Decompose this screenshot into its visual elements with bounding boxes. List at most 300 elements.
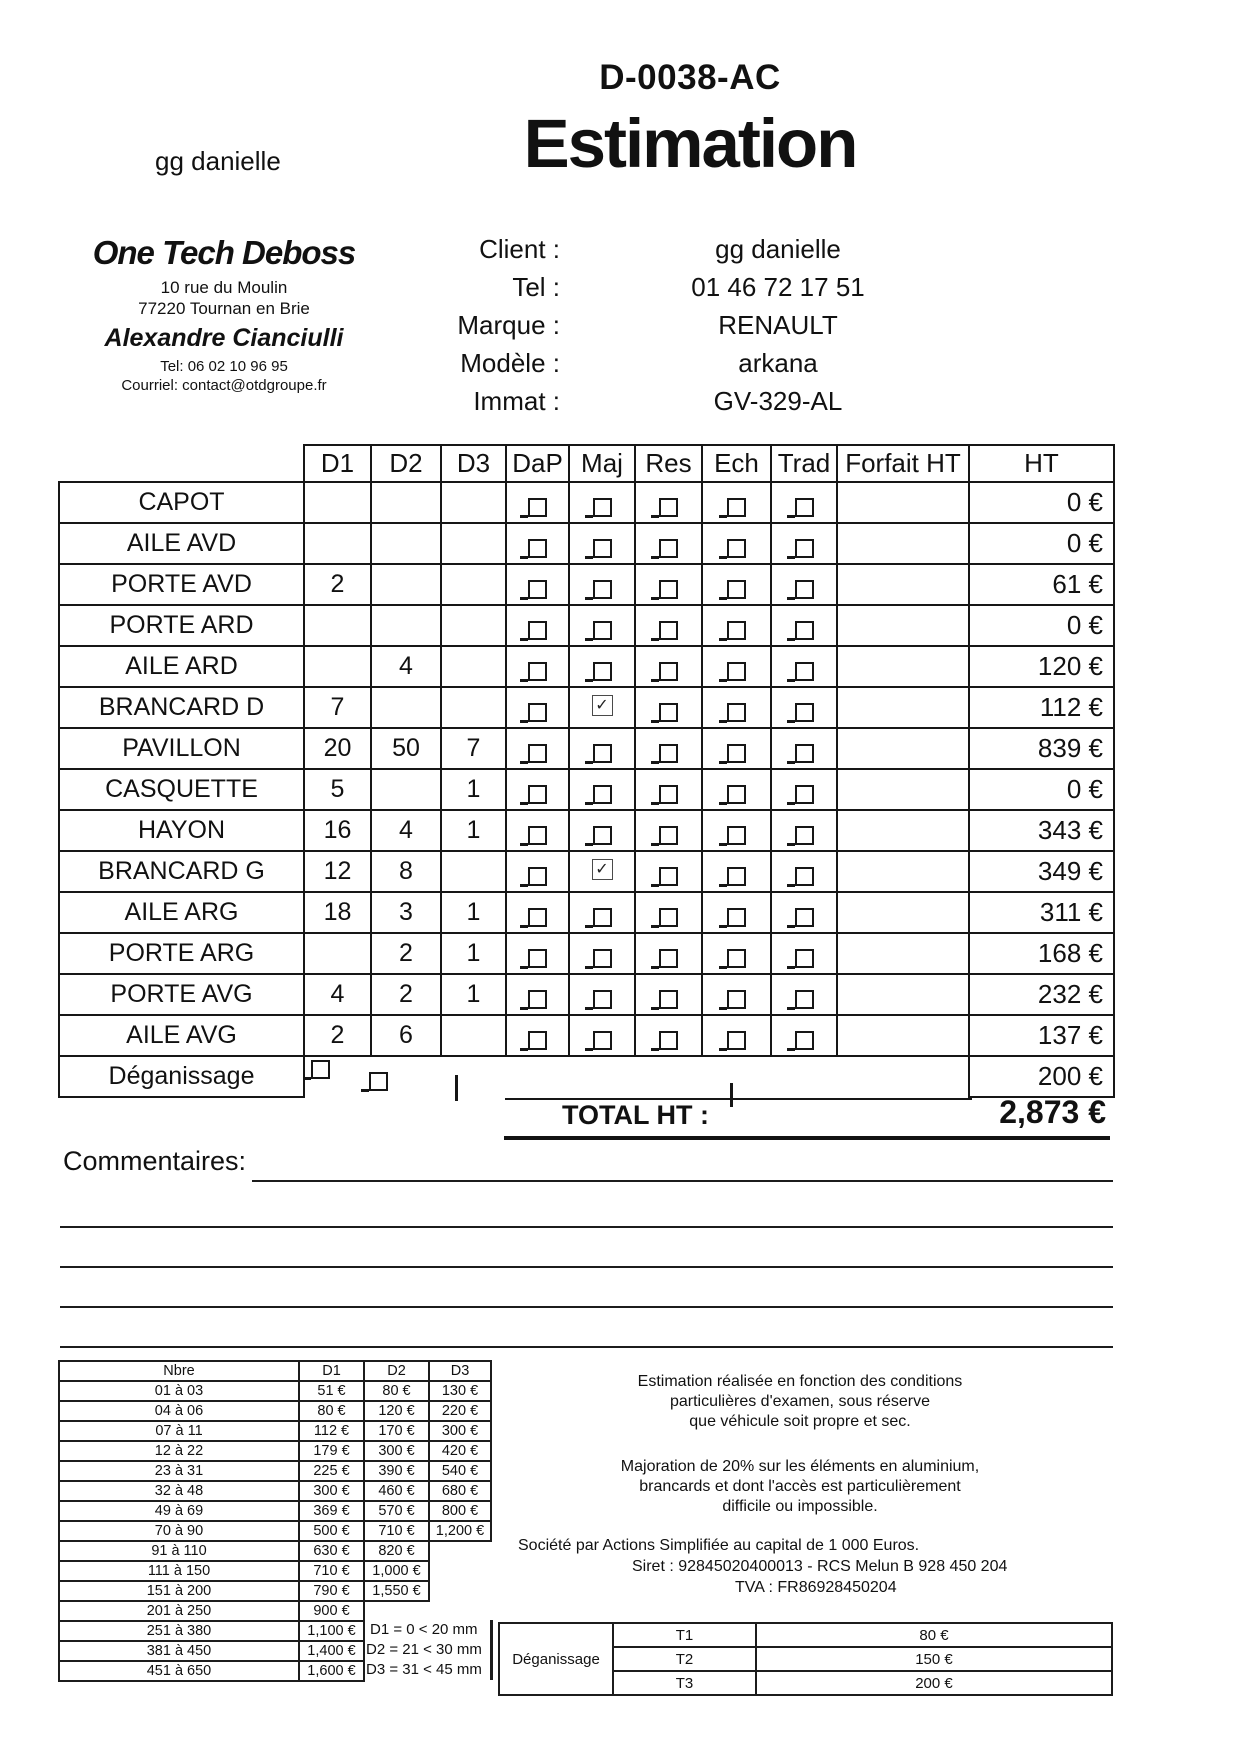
empty-cell — [429, 1561, 491, 1581]
dap-checkbox — [528, 703, 547, 722]
price-cell: 1,600 € — [299, 1661, 364, 1681]
trad-checkbox — [795, 990, 814, 1009]
maj-checkbox-cell — [569, 605, 635, 646]
d2-cell: 6 — [371, 1015, 441, 1056]
ech-checkbox — [727, 539, 746, 558]
comment-line — [60, 1226, 1113, 1228]
maj-checkbox-cell — [569, 974, 635, 1015]
forfait-ht-cell — [837, 933, 969, 974]
ht-cell: 343 € — [969, 810, 1114, 851]
note-conditions — [555, 1372, 1045, 1432]
d3-cell: 1 — [441, 810, 506, 851]
tel-value: 01 46 72 17 51 — [691, 272, 865, 302]
tel-label: Tel : — [512, 272, 560, 302]
dap-checkbox-cell — [506, 892, 569, 933]
price-grid-row — [59, 1441, 491, 1461]
col-header-ht: HT — [969, 445, 1114, 482]
d2-cell — [371, 769, 441, 810]
price-grid-row — [59, 1581, 491, 1601]
part-name-cell: PORTE ARD — [59, 605, 304, 646]
trad-checkbox-cell — [771, 687, 837, 728]
nbre-range-cell: 23 à 31 — [59, 1461, 299, 1481]
deganissage-row-label: Déganissage — [59, 1056, 304, 1097]
legal-tva: TVA : FR86928450204 — [735, 1579, 897, 1596]
forfait-ht-cell — [837, 810, 969, 851]
estimate-table-wrap — [58, 444, 1115, 1098]
empty-cell — [429, 1601, 491, 1621]
ech-checkbox-cell — [702, 687, 771, 728]
document-number: D-0038-AC — [599, 58, 781, 97]
estimate-row — [59, 810, 1114, 851]
ht-cell: 137 € — [969, 1015, 1114, 1056]
deganissage-row — [59, 1056, 1114, 1097]
d1-cell — [304, 646, 371, 687]
maj-checkbox-cell — [569, 564, 635, 605]
d2-cell — [371, 482, 441, 523]
col-header-res: Res — [635, 445, 702, 482]
d1-cell: 20 — [304, 728, 371, 769]
maj-checkbox — [593, 580, 612, 599]
estimate-row — [59, 564, 1114, 605]
price-cell: 369 € — [299, 1501, 364, 1521]
dap-checkbox-cell — [506, 1015, 569, 1056]
res-checkbox-cell — [635, 1015, 702, 1056]
total-underline — [504, 1136, 1110, 1140]
price-cell: 112 € — [299, 1421, 364, 1441]
trad-checkbox — [795, 826, 814, 845]
ech-checkbox-cell — [702, 974, 771, 1015]
nbre-range-cell: 01 à 03 — [59, 1381, 299, 1401]
nbre-range-cell: 111 à 150 — [59, 1561, 299, 1581]
empty-cell — [429, 1581, 491, 1601]
price-cell: 1,550 € — [364, 1581, 429, 1601]
d1-cell: 18 — [304, 892, 371, 933]
trad-checkbox — [795, 498, 814, 517]
note-majoration — [555, 1457, 1045, 1517]
ech-checkbox-cell — [702, 892, 771, 933]
dap-checkbox-cell — [506, 728, 569, 769]
price-cell: 800 € — [429, 1501, 491, 1521]
customer-name-top: gg danielle — [155, 146, 281, 176]
price-cell: 710 € — [364, 1521, 429, 1541]
price-grid-row — [59, 1481, 491, 1501]
res-checkbox — [659, 908, 678, 927]
price-cell: 630 € — [299, 1541, 364, 1561]
empty-cell — [429, 1541, 491, 1561]
res-checkbox-cell — [635, 564, 702, 605]
trad-checkbox-cell — [771, 810, 837, 851]
maj-checkbox — [593, 539, 612, 558]
price-cell: 1,100 € — [299, 1621, 364, 1641]
legend-d3: D3 = 31 < 45 mm — [366, 1661, 482, 1678]
dap-checkbox — [528, 498, 547, 517]
d3-cell: 1 — [441, 933, 506, 974]
d1-cell — [304, 605, 371, 646]
d2-cell: 4 — [371, 810, 441, 851]
tick-mark — [455, 1075, 458, 1101]
col-header-trad: Trad — [771, 445, 837, 482]
maj-checkbox-cell — [569, 523, 635, 564]
deganissage-pricing-table — [498, 1622, 1113, 1696]
maj-checkbox — [593, 621, 612, 640]
maj-checkbox-cell — [569, 933, 635, 974]
marque-label: Marque : — [457, 310, 560, 340]
ht-cell: 311 € — [969, 892, 1114, 933]
part-name-cell: AILE ARD — [59, 646, 304, 687]
client-info-values — [602, 230, 954, 420]
res-checkbox-cell — [635, 769, 702, 810]
trad-checkbox — [795, 744, 814, 763]
maj-checkbox — [593, 908, 612, 927]
trad-checkbox — [795, 1031, 814, 1050]
estimate-row — [59, 892, 1114, 933]
nbre-range-cell: 07 à 11 — [59, 1421, 299, 1441]
price-grid-row — [59, 1461, 491, 1481]
trad-checkbox-cell — [771, 933, 837, 974]
price-cell: 120 € — [364, 1401, 429, 1421]
dap-checkbox — [528, 580, 547, 599]
forfait-ht-cell — [837, 523, 969, 564]
price-cell: 170 € — [364, 1421, 429, 1441]
price-cell: 1,400 € — [299, 1641, 364, 1661]
maj-checkbox — [593, 949, 612, 968]
ech-checkbox-cell — [702, 605, 771, 646]
note-majoration-line3: difficile ou impossible. — [722, 1498, 878, 1515]
part-name-cell: PORTE ARG — [59, 933, 304, 974]
part-name-cell: AILE ARG — [59, 892, 304, 933]
legend-d1: D1 = 0 < 20 mm — [370, 1621, 478, 1638]
maj-checkbox-cell — [569, 687, 635, 728]
ech-checkbox — [727, 826, 746, 845]
price-grid-row — [59, 1501, 491, 1521]
dap-checkbox — [528, 785, 547, 804]
dap-checkbox — [528, 990, 547, 1009]
ech-checkbox — [727, 867, 746, 886]
nbre-range-cell: 201 à 250 — [59, 1601, 299, 1621]
col-header-forfait-ht: Forfait HT — [837, 445, 969, 482]
company-email: Courriel: contact@otdgroupe.fr — [121, 377, 327, 394]
d1-cell: 2 — [304, 564, 371, 605]
forfait-ht-cell — [837, 605, 969, 646]
price-cell: 225 € — [299, 1461, 364, 1481]
res-checkbox-cell — [635, 523, 702, 564]
res-checkbox-cell — [635, 728, 702, 769]
ech-checkbox-cell — [702, 810, 771, 851]
price-cell: 130 € — [429, 1381, 491, 1401]
ech-checkbox — [727, 744, 746, 763]
estimate-row — [59, 974, 1114, 1015]
trad-checkbox — [795, 539, 814, 558]
ech-checkbox-cell — [702, 933, 771, 974]
part-name-cell: HAYON — [59, 810, 304, 851]
company-tel: Tel: 06 02 10 96 95 — [160, 358, 288, 375]
modele-label: Modèle : — [460, 348, 560, 378]
estimate-row — [59, 933, 1114, 974]
price-cell: 51 € — [299, 1381, 364, 1401]
part-name-cell: PORTE AVD — [59, 564, 304, 605]
note-conditions-line3: que véhicule soit propre et sec. — [689, 1413, 911, 1430]
dap-checkbox — [528, 949, 547, 968]
res-checkbox — [659, 539, 678, 558]
dap-checkbox-cell — [506, 646, 569, 687]
d3-cell — [441, 605, 506, 646]
note-conditions-line2: particulières d'examen, sous réserve — [669, 1393, 931, 1410]
estimate-header-row — [59, 445, 1114, 482]
res-checkbox-cell — [635, 851, 702, 892]
ech-checkbox — [727, 949, 746, 968]
grid-header-d1: D1 — [299, 1361, 364, 1381]
d3-cell: 7 — [441, 728, 506, 769]
price-grid-row — [59, 1521, 491, 1541]
commentaires-label: Commentaires: — [63, 1146, 247, 1176]
res-checkbox-cell — [635, 687, 702, 728]
price-grid-row — [59, 1401, 491, 1421]
estimate-row — [59, 769, 1114, 810]
trad-checkbox-cell — [771, 1015, 837, 1056]
tick-mark — [730, 1083, 733, 1107]
grid-header-d2: D2 — [364, 1361, 429, 1381]
immat-value: GV-329-AL — [713, 386, 843, 416]
res-checkbox — [659, 785, 678, 804]
d3-cell — [441, 851, 506, 892]
res-checkbox-cell — [635, 892, 702, 933]
price-cell: 790 € — [299, 1581, 364, 1601]
res-checkbox-cell — [635, 482, 702, 523]
forfait-ht-cell — [837, 769, 969, 810]
res-checkbox — [659, 703, 678, 722]
part-name-cell: AILE AVD — [59, 523, 304, 564]
deganissage-pricing-row — [499, 1623, 1112, 1647]
nbre-range-cell: 04 à 06 — [59, 1401, 299, 1421]
trad-checkbox — [795, 908, 814, 927]
ht-cell: 839 € — [969, 728, 1114, 769]
tier-cell: T1 — [613, 1623, 756, 1647]
comment-line — [60, 1266, 1113, 1268]
res-checkbox-cell — [635, 605, 702, 646]
deganissage-pricing-label: Déganissage — [499, 1623, 613, 1695]
maj-checkbox — [593, 744, 612, 763]
d2-cell — [371, 564, 441, 605]
d3-cell — [441, 1015, 506, 1056]
deganissage-ht-cell: 200 € — [969, 1056, 1114, 1097]
part-name-cell: CASQUETTE — [59, 769, 304, 810]
dap-checkbox — [528, 539, 547, 558]
maj-checkbox — [593, 662, 612, 681]
forfait-ht-cell — [837, 974, 969, 1015]
price-cell: 1,000 € — [364, 1561, 429, 1581]
empty-cell — [364, 1601, 429, 1621]
d2-cell: 2 — [371, 933, 441, 974]
ech-checkbox-cell — [702, 646, 771, 687]
dap-checkbox-cell — [506, 687, 569, 728]
d1-cell — [304, 523, 371, 564]
part-name-cell: PORTE AVG — [59, 974, 304, 1015]
dap-checkbox — [528, 1031, 547, 1050]
maj-checkbox — [593, 498, 612, 517]
comment-line — [252, 1180, 1113, 1182]
d3-cell — [441, 564, 506, 605]
nbre-range-cell: 32 à 48 — [59, 1481, 299, 1501]
tier-price-cell: 200 € — [756, 1671, 1112, 1695]
nbre-range-cell: 91 à 110 — [59, 1541, 299, 1561]
ech-checkbox — [727, 662, 746, 681]
note-conditions-line1: Estimation réalisée en fonction des conditions — [637, 1373, 963, 1390]
d1-cell: 7 — [304, 687, 371, 728]
price-grid-row — [59, 1541, 491, 1561]
trad-checkbox — [795, 785, 814, 804]
ech-checkbox — [727, 1031, 746, 1050]
price-cell: 1,200 € — [429, 1521, 491, 1541]
page-title: Estimation — [523, 105, 857, 182]
part-name-cell: PAVILLON — [59, 728, 304, 769]
res-checkbox — [659, 826, 678, 845]
maj-checkbox-cell — [569, 851, 635, 892]
res-checkbox — [659, 662, 678, 681]
forfait-ht-cell — [837, 482, 969, 523]
ech-checkbox — [727, 703, 746, 722]
trad-checkbox-cell — [771, 564, 837, 605]
deganissage-checkbox-2 — [369, 1072, 388, 1091]
d2-cell: 4 — [371, 646, 441, 687]
ht-cell: 112 € — [969, 687, 1114, 728]
grid-header-d3: D3 — [429, 1361, 491, 1381]
trad-checkbox-cell — [771, 523, 837, 564]
col-header-d3: D3 — [441, 445, 506, 482]
note-majoration-line1: Majoration de 20% sur les éléments en aluminium, — [620, 1458, 980, 1475]
ech-checkbox — [727, 785, 746, 804]
maj-checkbox-cell — [569, 892, 635, 933]
legal-societe: Société par Actions Simplifiée au capital de 1 000 Euros. — [518, 1537, 920, 1554]
price-cell: 179 € — [299, 1441, 364, 1461]
estimate-table — [58, 444, 1115, 1098]
ech-checkbox-cell — [702, 1015, 771, 1056]
price-grid-row — [59, 1421, 491, 1441]
d1-cell: 5 — [304, 769, 371, 810]
d3-cell — [441, 646, 506, 687]
ht-cell: 120 € — [969, 646, 1114, 687]
trad-checkbox-cell — [771, 892, 837, 933]
maj-checkbox-checked: ✓ — [592, 695, 613, 716]
grid-header-nbre: Nbre — [59, 1361, 299, 1381]
modele-value: arkana — [738, 348, 818, 378]
d2-cell — [371, 523, 441, 564]
price-grid-row — [59, 1601, 491, 1621]
ht-cell: 232 € — [969, 974, 1114, 1015]
price-cell: 300 € — [429, 1421, 491, 1441]
nbre-range-cell: 251 à 380 — [59, 1621, 299, 1641]
dap-checkbox — [528, 908, 547, 927]
dap-checkbox-cell — [506, 769, 569, 810]
d1-cell: 4 — [304, 974, 371, 1015]
d1-cell: 16 — [304, 810, 371, 851]
estimate-row — [59, 851, 1114, 892]
part-name-cell: BRANCARD G — [59, 851, 304, 892]
dap-checkbox-cell — [506, 851, 569, 892]
trad-checkbox-cell — [771, 646, 837, 687]
dap-checkbox-cell — [506, 523, 569, 564]
maj-checkbox — [593, 826, 612, 845]
tier-price-cell: 150 € — [756, 1647, 1112, 1671]
ech-checkbox — [727, 908, 746, 927]
res-checkbox — [659, 949, 678, 968]
nbre-range-cell: 12 à 22 — [59, 1441, 299, 1461]
legal-siret: Siret : 92845020400013 - RCS Melun B 928 450 204 — [632, 1558, 1008, 1575]
maj-checkbox — [593, 1031, 612, 1050]
maj-checkbox — [593, 785, 612, 804]
dap-checkbox — [528, 744, 547, 763]
maj-checkbox-cell — [569, 810, 635, 851]
trad-checkbox-cell — [771, 769, 837, 810]
price-cell: 820 € — [364, 1541, 429, 1561]
res-checkbox — [659, 580, 678, 599]
dap-checkbox-cell — [506, 605, 569, 646]
d3-cell: 1 — [441, 892, 506, 933]
total-ht-value: 2,873 € — [999, 1094, 1106, 1130]
price-cell: 500 € — [299, 1521, 364, 1541]
price-cell: 300 € — [299, 1481, 364, 1501]
estimate-row — [59, 646, 1114, 687]
dap-checkbox — [528, 826, 547, 845]
res-checkbox — [659, 498, 678, 517]
forfait-ht-cell — [837, 728, 969, 769]
ech-checkbox — [727, 990, 746, 1009]
col-header-ech: Ech — [702, 445, 771, 482]
d1-cell — [304, 482, 371, 523]
deganissage-pricing-wrap — [498, 1622, 1113, 1696]
company-address-line2: 77220 Tournan en Brie — [138, 299, 310, 318]
d3-cell — [441, 687, 506, 728]
comment-line — [60, 1306, 1113, 1308]
dap-checkbox-cell — [506, 810, 569, 851]
res-checkbox-cell — [635, 974, 702, 1015]
maj-checkbox-cell — [569, 646, 635, 687]
trad-checkbox-cell — [771, 605, 837, 646]
nbre-range-cell: 70 à 90 — [59, 1521, 299, 1541]
trad-checkbox-cell — [771, 851, 837, 892]
ht-cell: 349 € — [969, 851, 1114, 892]
d2-cell — [371, 605, 441, 646]
maj-checkbox — [593, 990, 612, 1009]
client-value: gg danielle — [715, 234, 841, 264]
nbre-range-cell: 451 à 650 — [59, 1661, 299, 1681]
dap-checkbox-cell — [506, 933, 569, 974]
estimate-row — [59, 605, 1114, 646]
dap-checkbox — [528, 662, 547, 681]
tier-price-cell: 80 € — [756, 1623, 1112, 1647]
client-label: Client : — [479, 234, 560, 264]
d2-cell: 2 — [371, 974, 441, 1015]
note-majoration-line2: brancards et dont l'accès est particulièrement — [639, 1478, 961, 1495]
trad-checkbox-cell — [771, 974, 837, 1015]
ht-cell: 168 € — [969, 933, 1114, 974]
res-checkbox — [659, 621, 678, 640]
ech-checkbox — [727, 621, 746, 640]
maj-checkbox-cell — [569, 769, 635, 810]
ht-cell: 0 € — [969, 482, 1114, 523]
part-name-cell: BRANCARD D — [59, 687, 304, 728]
trad-checkbox-cell — [771, 728, 837, 769]
price-cell: 220 € — [429, 1401, 491, 1421]
total-ht-label: TOTAL HT : — [562, 1100, 709, 1130]
price-grid-row — [59, 1561, 491, 1581]
maj-checkbox-cell — [569, 482, 635, 523]
d3-cell: 1 — [441, 974, 506, 1015]
price-cell: 460 € — [364, 1481, 429, 1501]
dap-checkbox-cell — [506, 482, 569, 523]
part-name-cell: AILE AVG — [59, 1015, 304, 1056]
col-header-d1: D1 — [304, 445, 371, 482]
res-checkbox — [659, 1031, 678, 1050]
